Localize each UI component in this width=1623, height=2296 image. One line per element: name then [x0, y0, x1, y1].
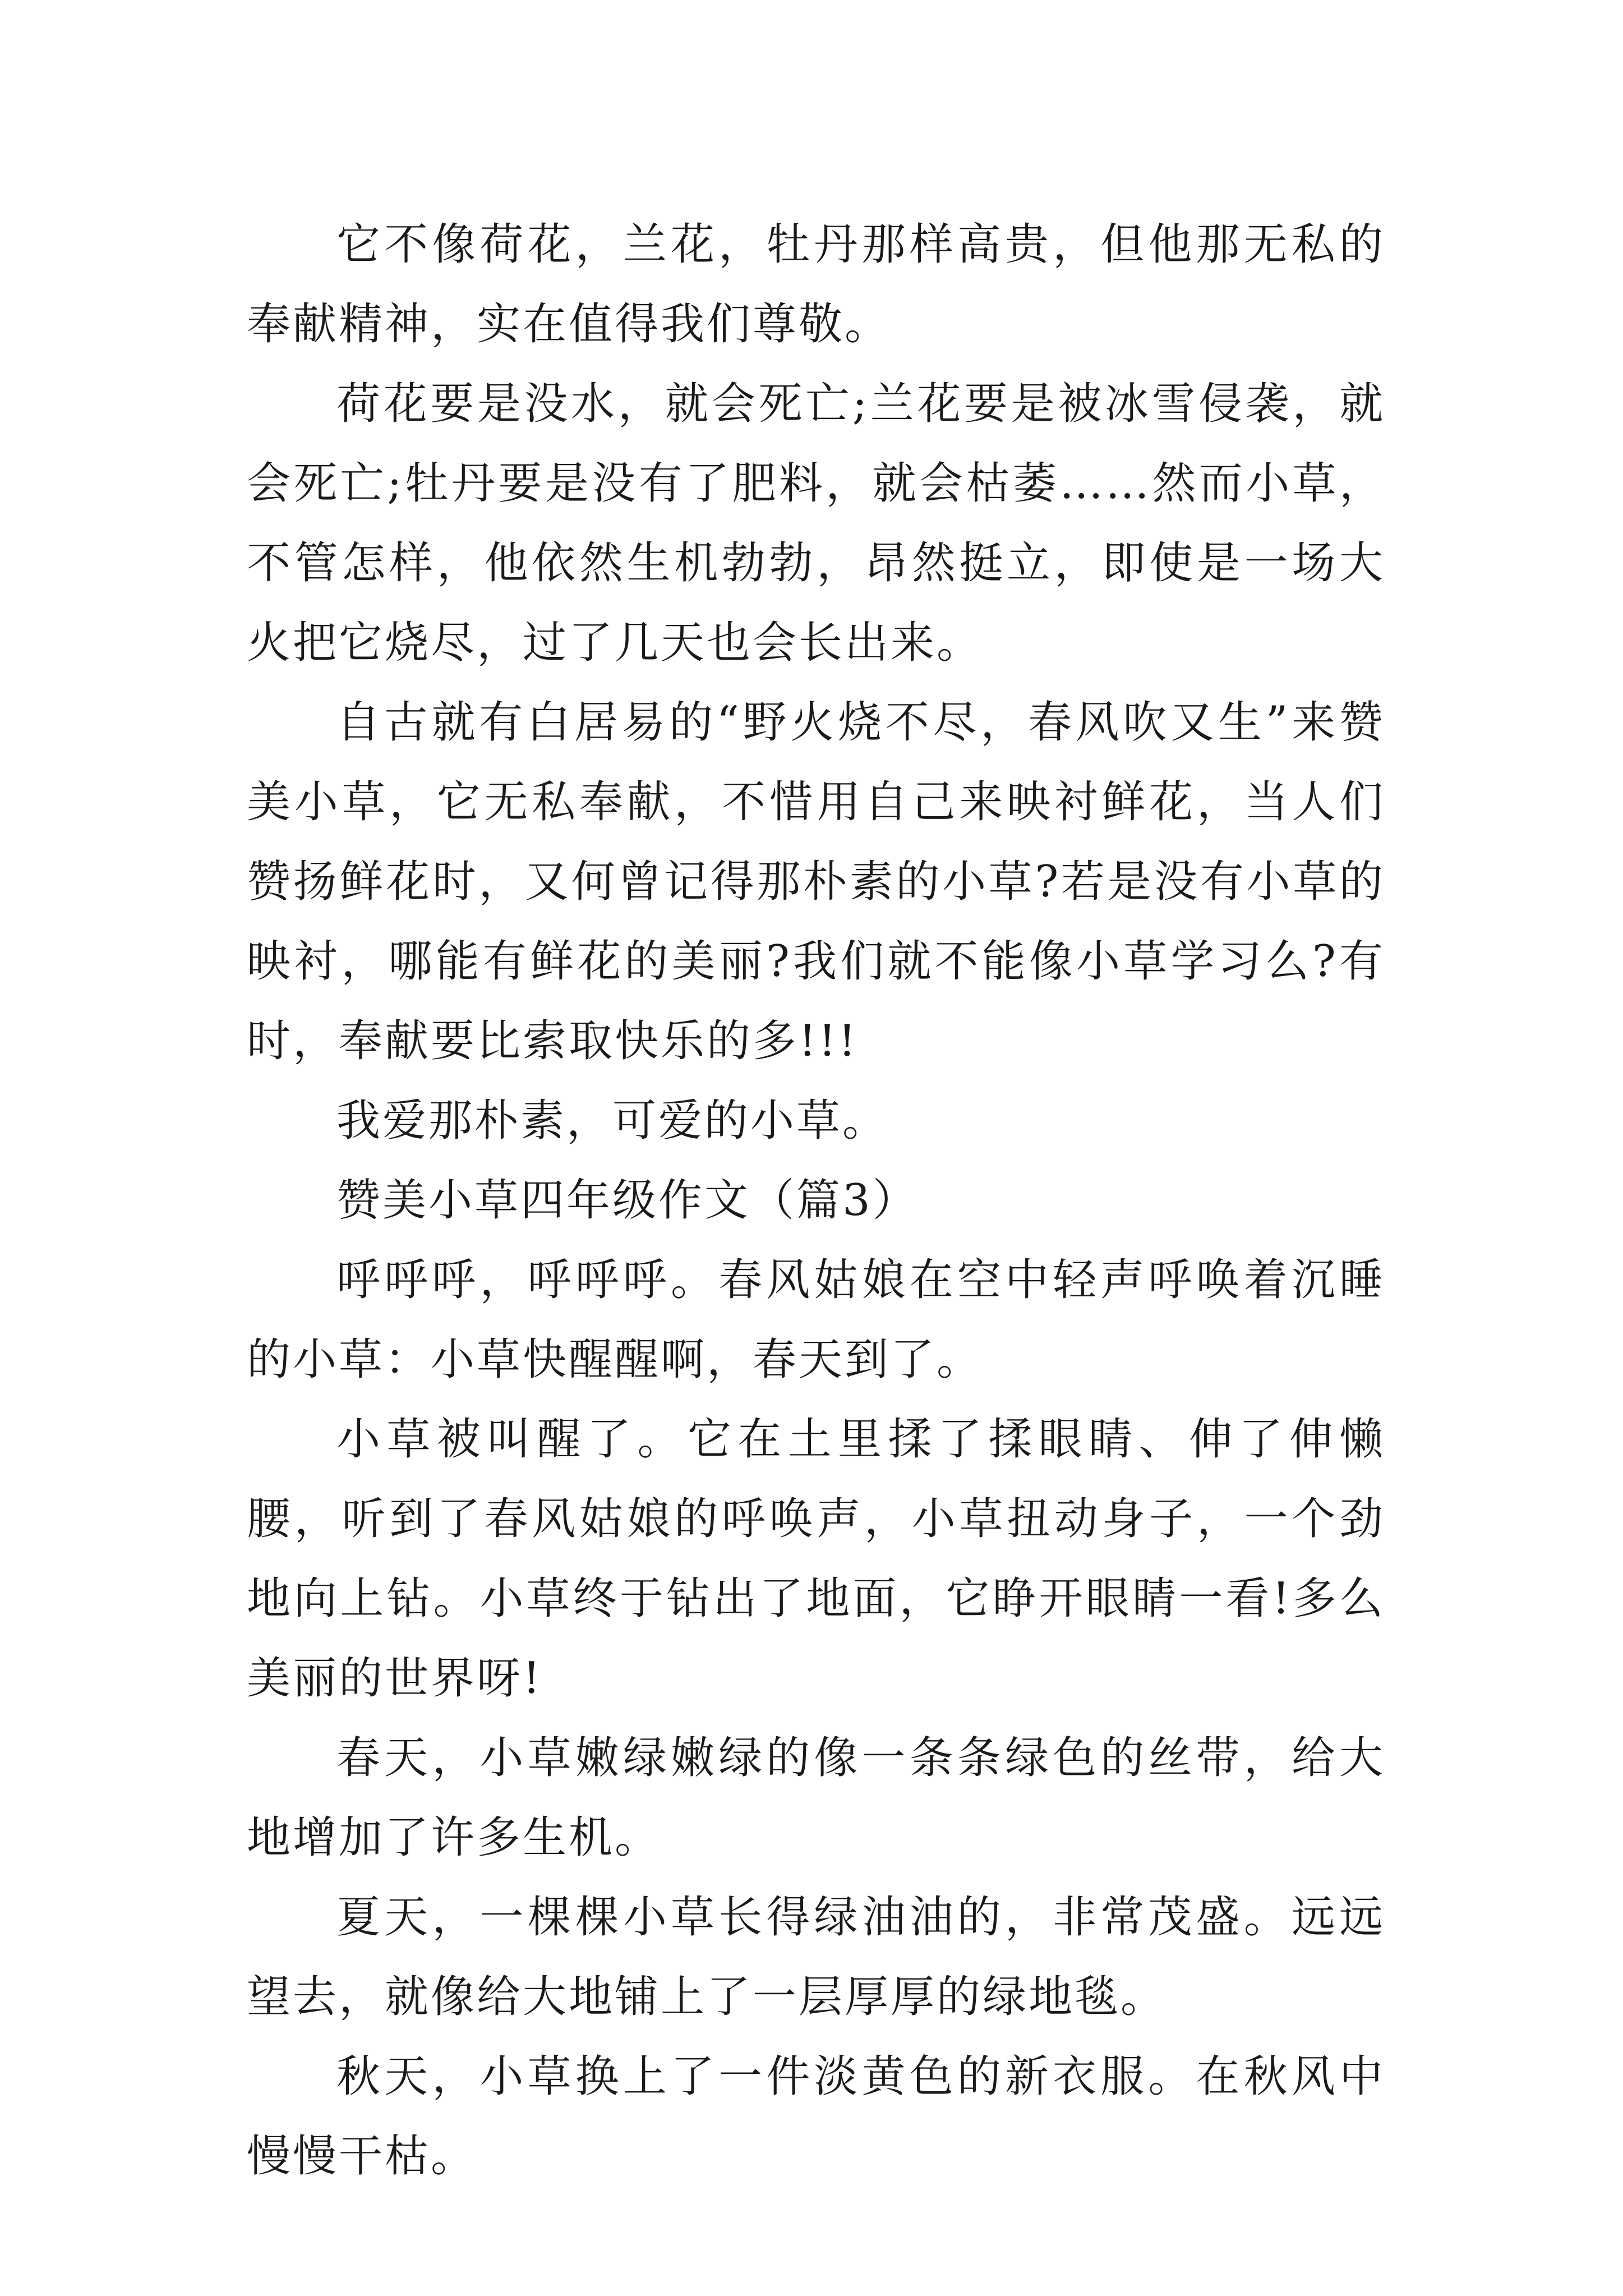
- paragraph: 小草被叫醒了。它在土里揉了揉眼睛、伸了伸懒腰，听到了春风姑娘的呼唤声，小草扭动身子，一个劲地向上钻。小草终于钻出了地面，它睁开眼睛一看!多么美丽的世界呀!: [247, 1414, 1385, 1704]
- section-heading: 赞美小草四年级作文（篇3）: [336, 1175, 919, 1226]
- paragraph: 自古就有白居易的“野火烧不尽，春风吹又生”来赞美小草，它无私奉献，不惜用自己来映衬鲜花，当人们赞扬鲜花时，又何曾记得那朴素的小草?若是没有小草的映衬，哪能有鲜花的美丽?我们就不能像小草学习么?有时，奉献要比索取快乐的多!!!: [247, 697, 1385, 1066]
- paragraph: 夏天，一棵棵小草长得绿油油的，非常茂盛。远远望去，就像给大地铺上了一层厚厚的绿地毯。: [247, 1892, 1385, 2022]
- paragraph: 呼呼呼，呼呼呼。春风姑娘在空中轻声呼唤着沉睡的小草：小草快醒醒啊，春天到了。: [247, 1255, 1385, 1385]
- paragraph: 我爱那朴素，可爱的小草。: [336, 1096, 889, 1146]
- paragraph: 秋天，小草换上了一件淡黄色的新衣服。在秋风中慢慢干枯。: [247, 2051, 1385, 2182]
- paragraph: 荷花要是没水，就会死亡;兰花要是被冰雪侵袭，就会死亡;牡丹要是没有了肥料，就会枯萎……然而小草，不管怎样，他依然生机勃勃，昂然挺立，即使是一场大火把它烧尽，过了几天也会长出来。: [247, 379, 1385, 668]
- paragraph: 它不像荷花，兰花，牡丹那样高贵，但他那无私的奉献精神，实在值得我们尊敬。: [247, 219, 1385, 349]
- paragraph: 春天，小草嫩绿嫩绿的像一条条绿色的丝带，给大地增加了许多生机。: [247, 1733, 1385, 1863]
- document-body: [247, 205, 1385, 2196]
